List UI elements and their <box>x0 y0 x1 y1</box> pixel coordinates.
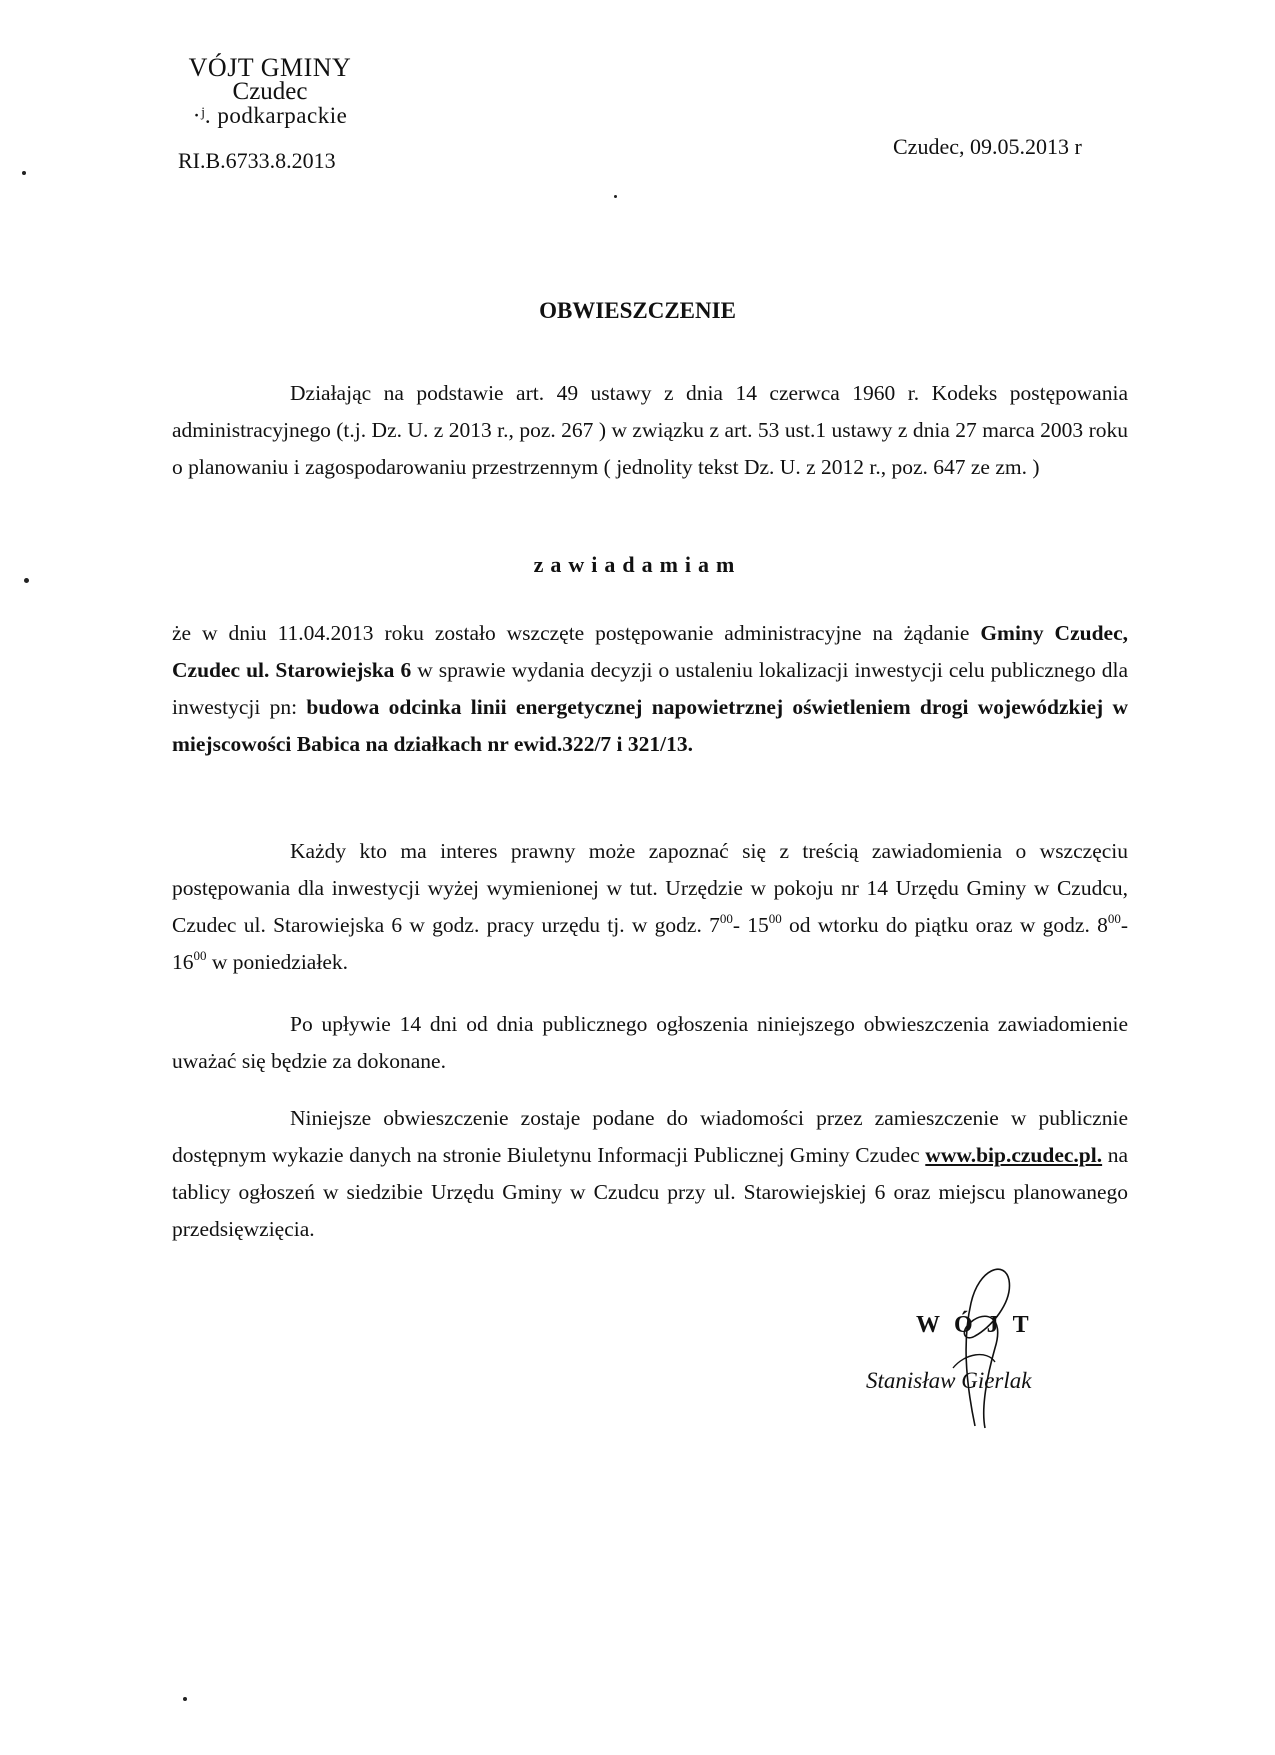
office-stamp <box>160 53 380 128</box>
hour-start-weekday-minutes: 00 <box>719 911 733 926</box>
hour-dash-1: - <box>732 913 748 937</box>
scan-speck <box>614 195 617 198</box>
bip-link[interactable]: www.bip.czudec.pl. <box>925 1143 1103 1167</box>
publication-text-2: na tablicy ogłoszeń w siedzibie Urzędu Gminy w Czudcu przy ul. Starowiejskiej 6 oraz miejscu planowanego przedsięwzięcia. <box>172 1143 1128 1241</box>
scan-speck <box>183 1697 187 1701</box>
stamp-line-2: Czudec <box>232 78 308 105</box>
document-title: OBWIESZCZENIE <box>539 298 736 323</box>
stamp-line-1: VÓJT GMINY <box>188 53 352 82</box>
publication-text-1: Niniejsze obwieszczenie zostaje podane do wiadomości przez zamieszczenie w publicznie dostępnym wykazie danych na stronie Biuletynu Informacji Publicznej Gminy Czudec <box>172 1106 1128 1167</box>
signatory-name: Stanisław Gierlak <box>866 1368 1032 1393</box>
access-text-2: od wtorku do piątku oraz w godz. <box>781 913 1098 937</box>
proceedings-text-1: że w dniu 11.04.2013 roku zostało wszczęte postępowanie administracyjne na żądanie <box>172 621 981 645</box>
stamp-line-3: ·ʲ. podkarpackie <box>192 103 348 128</box>
access-text-3: w poniedziałek. <box>206 950 348 974</box>
proceedings-text-2: w sprawie wydania decyzji o ustaleniu lokalizacji inwestycji celu publicznego dla inwestycji pn: <box>172 658 1128 719</box>
hour-dash-2: - <box>1120 913 1129 937</box>
hour-start-monday: 8 <box>1097 913 1108 937</box>
hour-start-monday-minutes: 00 <box>1107 911 1121 926</box>
scan-speck <box>22 171 26 175</box>
access-text-1: Każdy kto ma interes prawny może zapoznać się z treścią zawiadomienia o wszczęciu postępowania dla inwestycji wyżej wymienionej w tut. Urzędzie w pokoju nr 14 Urzędu Gminy w Czudcu, Czudec ul. Starowiejska 6 w godz. pracy urzędu tj. w godz. <box>172 839 1128 937</box>
signatory-title: WÓJT <box>916 1312 1043 1338</box>
legal-basis-paragraph: Działając na podstawie art. 49 ustawy z dnia 14 czerwca 1960 r. Kodeks postępowania administracyjnego (t.j. Dz. U. z 2013 r., poz. 267 ) w związku z art. 53 ust.1 ustawy z dnia 27 marca 2003 roku o planowaniu i zagospodarowaniu przestrzennym ( jednolity tekst Dz. U. z 2012 r., poz. 647 ze zm. ) <box>172 381 1128 479</box>
deadline-paragraph: Po upływie 14 dni od dnia publicznego ogłoszenia niniejszego obwieszczenia zawiadomienie uważać się będzie za dokonane. <box>172 1012 1128 1073</box>
reference-number: RI.B.6733.8.2013 <box>178 148 336 173</box>
notify-heading: zawiadamiam <box>533 552 742 577</box>
document-date: Czudec, 09.05.2013 r <box>893 134 1082 159</box>
applicant-name: Gminy Czudec, Czudec ul. Starowiejska 6 <box>172 621 1128 682</box>
hour-start-weekday: 7 <box>709 913 720 937</box>
hour-end-monday-minutes: 00 <box>193 948 207 963</box>
hour-end-monday: 16 <box>172 950 194 974</box>
publication-paragraph <box>172 1100 1128 1248</box>
hour-end-weekday-minutes: 00 <box>768 911 782 926</box>
handwritten-signature <box>935 1258 1025 1433</box>
scan-speck <box>24 578 29 583</box>
hour-end-weekday: 15 <box>747 913 769 937</box>
access-paragraph <box>172 833 1128 981</box>
proceedings-paragraph <box>172 615 1128 763</box>
investment-name: budowa odcinka linii energetycznej napowietrznej oświetleniem drogi wojewódzkiej w miejscowości Babica na działkach nr ewid.322/7 i 321/13. <box>172 695 1128 756</box>
